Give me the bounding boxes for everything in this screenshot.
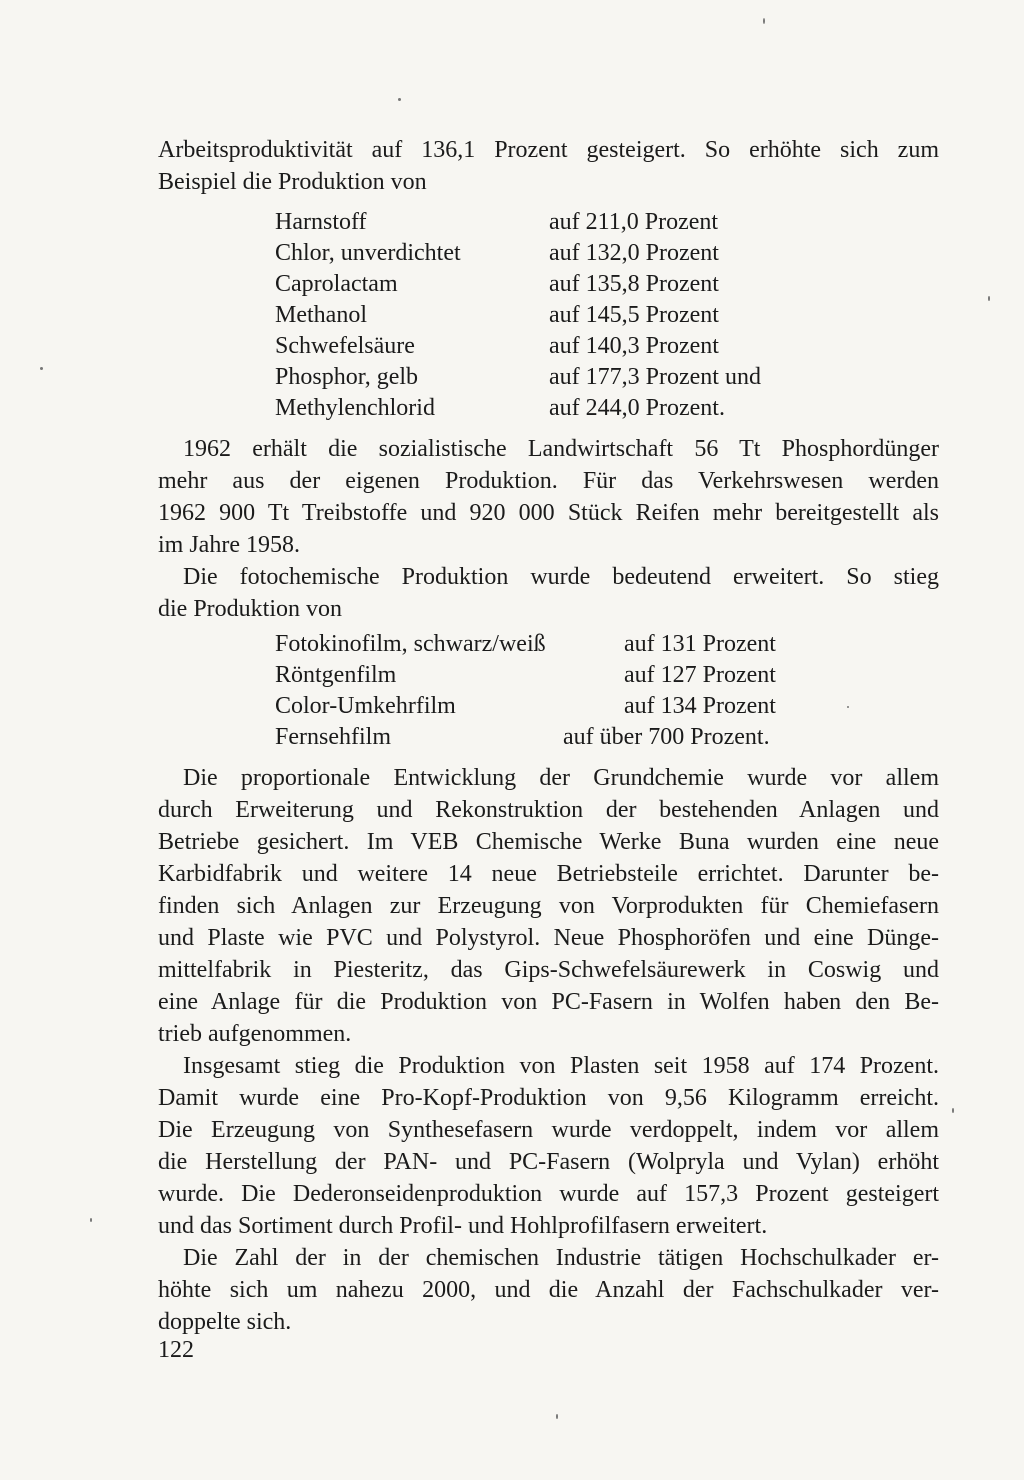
scan-speck <box>556 1414 558 1419</box>
text-line: Die Zahl der in der chemischen Industrie tätigen Hochschulkader er- <box>183 1245 939 1271</box>
text-line: die Produktion von <box>158 596 342 622</box>
table-chemical-value: auf 211,0 Prozent <box>549 209 719 235</box>
text-line: doppelte sich. <box>158 1309 292 1335</box>
text-line: eine Anlage für die Produktion von PC-Fasern in Wolfen haben den Be- <box>158 989 939 1015</box>
table-film-value: auf 131 Prozent <box>624 631 776 657</box>
text-line: und Plaste wie PVC und Polystyrol. Neue Phosphoröfen und eine Dünge- <box>158 925 939 951</box>
text-line: und das Sortiment durch Profil- und Hohlprofilfasern erweitert. <box>158 1213 768 1239</box>
table-chemical-name: Methylenchlorid <box>275 395 435 421</box>
table-chemical-value: auf 177,3 Prozent und <box>549 364 761 390</box>
table-chemical-value: auf 145,5 Prozent <box>549 302 719 328</box>
table-chemical-value: auf 140,3 Prozent <box>549 333 719 359</box>
table-chemical-name: Harnstoff <box>275 209 367 235</box>
table-chemical-value: auf 132,0 Prozent <box>549 240 719 266</box>
text-line: Die fotochemische Produktion wurde bedeutend erweitert. So stieg <box>183 564 939 590</box>
text-line: mehr aus der eigenen Produktion. Für das Verkehrswesen werden <box>158 468 939 494</box>
table-chemical-value: auf 244,0 Prozent. <box>549 395 725 421</box>
table-film-name: Fotokinofilm, schwarz/weiß <box>275 631 546 657</box>
text-line: Damit wurde eine Pro-Kopf-Produktion von 9,56 Kilogramm erreicht. <box>158 1085 939 1111</box>
table-film-name: Röntgenfilm <box>275 662 397 688</box>
text-line: Beispiel die Produktion von <box>158 169 427 195</box>
scan-speck <box>40 367 43 370</box>
text-line: Betriebe gesichert. Im VEB Chemische Werke Buna wurden eine neue <box>158 829 939 855</box>
text-line: Die proportionale Entwicklung der Grundchemie wurde vor allem <box>183 765 939 791</box>
table-chemical-name: Methanol <box>275 302 367 328</box>
text-line: höhte sich um nahezu 2000, und die Anzahl der Fachschulkader ver- <box>158 1277 939 1303</box>
scan-speck <box>988 296 990 301</box>
table-chemical-name: Caprolactam <box>275 271 398 297</box>
text-line: Insgesamt stieg die Produktion von Plasten seit 1958 auf 174 Prozent. <box>183 1053 939 1079</box>
table-film-value: auf über 700 Prozent. <box>563 724 770 750</box>
scan-speck <box>847 706 849 708</box>
table-chemical-name: Phosphor, gelb <box>275 364 419 390</box>
text-line: Arbeitsproduktivität auf 136,1 Prozent gesteigert. So erhöhte sich zum <box>158 137 939 163</box>
text-line: 1962 900 Tt Treibstoffe und 920 000 Stück Reifen mehr bereitgestellt als <box>158 500 939 526</box>
page-number: 122 <box>158 1337 194 1363</box>
scan-speck <box>398 98 401 101</box>
scan-speck <box>763 18 765 24</box>
table-film-name: Fernsehfilm <box>275 724 391 750</box>
table-film-name: Color-Umkehrfilm <box>275 693 456 719</box>
text-line: wurde. Die Dederonseidenproduktion wurde auf 157,3 Prozent gesteigert <box>158 1181 939 1207</box>
table-chemical-name: Chlor, unverdichtet <box>275 240 461 266</box>
text-line: finden sich Anlagen zur Erzeugung von Vorprodukten für Chemiefasern <box>158 893 939 919</box>
table-chemical-value: auf 135,8 Prozent <box>549 271 719 297</box>
text-line: Karbidfabrik und weitere 14 neue Betriebsteile errichtet. Darunter be- <box>158 861 939 887</box>
scan-speck <box>90 1218 92 1222</box>
table-chemical-name: Schwefelsäure <box>275 333 415 359</box>
text-line: im Jahre 1958. <box>158 532 300 558</box>
text-line: die Herstellung der PAN- und PC-Fasern (Wolpryla und Vylan) erhöht <box>158 1149 939 1175</box>
text-line: durch Erweiterung und Rekonstruktion der bestehenden Anlagen und <box>158 797 939 823</box>
text-line: mittelfabrik in Piesteritz, das Gips-Schwefelsäurewerk in Coswig und <box>158 957 939 983</box>
text-line: Die Erzeugung von Synthesefasern wurde verdoppelt, indem vor allem <box>158 1117 939 1143</box>
text-line: 1962 erhält die sozialistische Landwirtschaft 56 Tt Phosphordünger <box>183 436 939 462</box>
table-film-value: auf 134 Prozent <box>624 693 776 719</box>
text-line: trieb aufgenommen. <box>158 1021 352 1047</box>
scan-speck <box>952 1108 954 1113</box>
table-film-value: auf 127 Prozent <box>624 662 776 688</box>
